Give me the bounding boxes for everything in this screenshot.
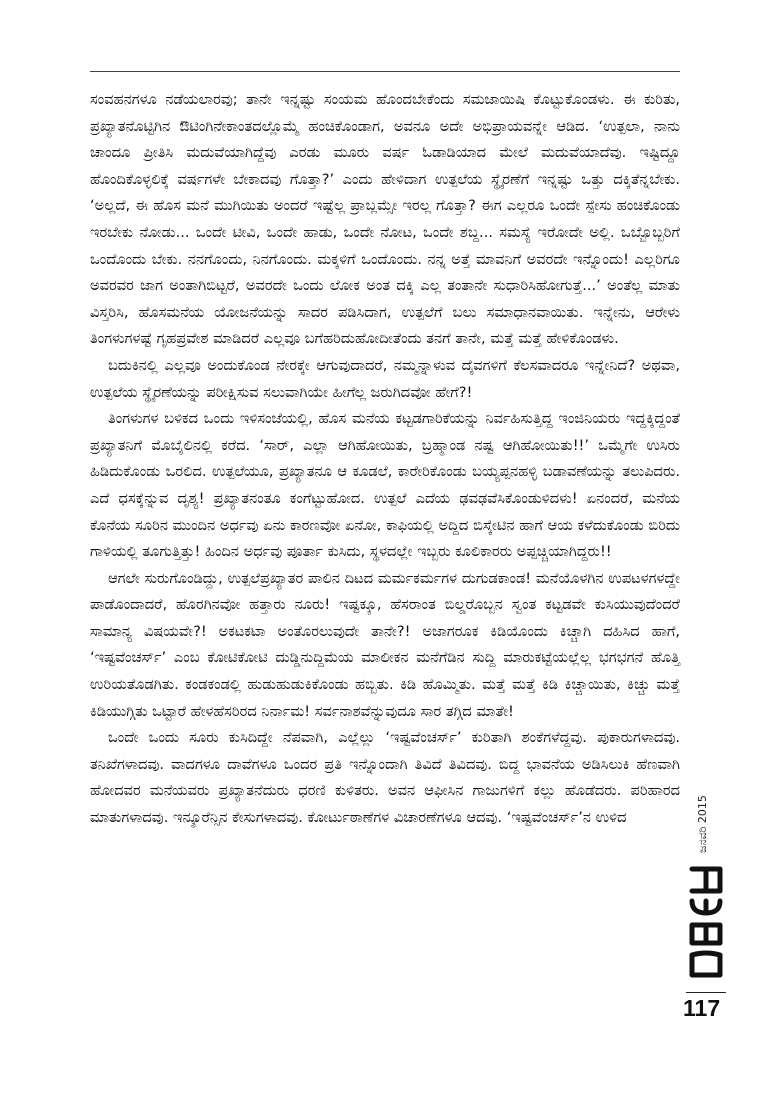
paragraph: ಸಂವಹನಗಳೂ ನಡೆಯಲಾರವು; ತಾನೇ ಇನ್ನಷ್ಟು ಸಂಯಮ ಹೊಂದಬೇಕೆಂದು ಸಮಜಾಯಿಷಿ ಕೊಟ್ಟುಕೊಂಡಳು. ಈ ಕುರಿತು, ಪ್ರಖ್ಯಾತನೊಟ್ಟಿಗಿನ ಔಟಿಂಗಿನೇಕಾಂತದಲ್ಲೊಮ್ಮೆ ಹಂಚಿಕೊಂಡಾಗ, ಅವನೂ ಅದೇ ಅಭಿಪ್ರಾಯವನ್ನೇ ಆಡಿದ. ‘ಉತ್ಪಲಾ, ನಾನು ಚಾಂದೂ ಪ್ರೀತಿಸಿ ಮದುವೆಯಾಗಿದ್ದೆವು ಎರಡು ಮೂರು ವರ್ಷ ಓಡಾಡಿಯಾದ ಮೇಲೆ ಮದುವೆಯಾದೆವು. ಇಷ್ಟಿದ್ದೂ ಹೊಂದಿಕೊಳ್ಳಲಿಕ್ಕೆ ವರ್ಷಗಳೇ ಬೇಕಾದವು ಗೊತ್ತಾ?’ ಎಂದು ಹೇಳಿದಾಗ ಉತ್ಪಲೆಯ ಸ್ಥೈರಣೆಗೆ ಇನ್ನಷ್ಟು ಒತ್ತು ದಕ್ಕಿತೆನ್ನಬೇಕು. ‘ಅಲ್ಲದೆ, ಈ ಹೊಸ ಮನೆ ಮುಗಿಯಿತು ಅಂದರೆ ಇಷ್ಟೆಲ್ಲ ಪ್ರಾಬ್ಲಮ್ಸೇ ಇರಲ್ಲ ಗೊತ್ತಾ? ಈಗ ಎಲ್ಲರೂ ಒಂದೇ ಸ್ಪೇಸು ಹಂಚಿಕೊಂಡು ಇರಬೇಕು ನೋಡು... ಒಂದೇ ಟೀವಿ, ಒಂದೇ ಹಾಡು, ಒಂದೇ ನೋಟ, ಒಂದೇ ಶಬ್ದ... ಸಮಸ್ಯೆ ಇರೋದೇ ಅಲ್ಲಿ. ಒಬ್ಬೊಬ್ಬರಿಗೆ ಒಂದೊಂದು ಬೇಕು. ನನಗೊಂದು, ನಿನಗೊಂದು. ಮಕ್ಕಳಿಗೆ ಒಂದೊಂದು. ನನ್ನ ಅತ್ತೆ ಮಾವನಿಗೆ ಅವರದೇ ಇನ್ನೊಂದು! ಎಲ್ಲರಿಗೂ ಅವರವರ ಜಾಗ ಅಂತಾಗಿಬಿಟ್ಟರೆ, ಅವರದೇ ಒಂದು ಲೋಕ ಅಂತ ದಕ್ಕಿ ಎಲ್ಲ ತಂತಾನೇ ಸುಧಾರಿಸಿಹೋಗುತ್ತೆ...’ ಅಂತೆಲ್ಲ ಮಾತು ವಿಸ್ತರಿಸಿ, ಹೊಸಮನೆಯ ಯೋಜನೆಯನ್ನು ಸಾದರ ಪಡಿಸಿದಾಗ, ಉತ್ಪಲೆಗೆ ಬಲು ಸಮಾಧಾನವಾಯಿತು. ಇನ್ನೇನು, ಆರೇಳು ತಿಂಗಳುಗಳಷ್ಟೆ ಗೃಹಪ್ರವೇಶ ಮಾಡಿದರೆ ಎಲ್ಲವೂ ಬಗೆಹರಿದುಹೋದೀತೆಂದು ತನಗೆ ತಾನೇ, ಮತ್ತೆ ಮತ್ತೆ ಹೇಳಿಕೊಂಡಳು. <box>90 91 680 348</box>
paragraph: ಒಂದೇ ಒಂದು ಸೂರು ಕುಸಿದಿದ್ದೇ ನೆಪವಾಗಿ, ಎಲ್ಲೆಲ್ಲು ‘ಇಷ್ಟವೆಂಚರ್ಸ್’ ಕುರಿತಾಗಿ ಶಂಕೆಗಳೆದ್ದವು. ಪುಕಾರುಗಳಾದವು. ತನಿಖೆಗಳಾದವು. ವಾದಗಳೂ ದಾವೆಗಳೂ ಒಂದರ ಪ್ರತಿ ಇನ್ನೊಂದಾಗಿ ತಿವಿದೆ ತಿವಿದವು. ಬಿದ್ದ ಭಾವನೆಯ ಅಡಿಸಿಲುಕಿ ಹೆಣವಾಗಿ ಹೋದವರ ಮನೆಯವರು ಪ್ರಖ್ಯಾತನೆದುರು ಧರಣಿ ಕುಳಿತರು. ಅವನ ಆಫೀಸಿನ ಗಾಜುಗಳಿಗೆ ಕಲ್ಲು ಹೊಡೆದರು. ಪರಿಹಾರದ ಮಾತುಗಳಾದವು. ಇನ್ಶೂರೆನ್ಸಿನ ಕೇಸುಗಳಾದವು. ಕೋರ್ಟುಠಾಣೆಗಳ ವಿಚಾರಣೆಗಳೂ ಆದವು. ‘ಇಷ್ಟವೆಂಚರ್ಸ್’ನ ಉಳಿದ <box>90 729 680 827</box>
magazine-logo <box>686 861 726 981</box>
header-rule <box>90 71 680 72</box>
magazine-side-strip <box>686 795 726 987</box>
page-number-rule <box>686 992 726 993</box>
magazine-logo-art <box>686 861 726 981</box>
article-body <box>90 87 680 832</box>
issue-date <box>689 795 717 857</box>
issue-date-text: ಜನವರಿ 2015 <box>696 795 709 853</box>
paragraph: ತಿಂಗಳುಗಳ ಬಳಿಕದ ಒಂದು ಇಳಿಸಂಜೆಯಲ್ಲಿ, ಹೊಸ ಮನೆಯ ಕಟ್ಟಡಗಾರಿಕೆಯನ್ನು ನಿರ್ವಹಿಸುತ್ತಿದ್ದ ಇಂಜಿನಿಯರು ಇದ್ದಕ್ಕಿದ್ದಂತೆ ಪ್ರಖ್ಯಾತನಿಗೆ ಮೊಬೈಲಿನಲ್ಲಿ ಕರೆದ. ‘ಸಾರ್, ಎಲ್ಲಾ ಆಗಿಹೋಯಿತು, ಬ್ರಹ್ಮಾಂಡ ನಷ್ಟ ಆಗಿಹೋಯಿತು!!’ ಒಮ್ಮೆಗೇ ಉಸಿರು ಹಿಡಿದುಕೊಂಡು ಒರಲಿದ. ಉತ್ಪಲೆಯೂ, ಪ್ರಖ್ಯಾತನೂ ಆ ಕೂಡಲೆ, ಕಾರೇರಿಕೊಂಡು ಬಯ್ಯಪ್ಪನಹಳ್ಳಿ ಬಡಾವಣೆಯನ್ನು ತಲುಪಿದರು. ಎದೆ ಧಸಕ್ಕೆನ್ನುವ ದೃಶ್ಯ! ಪ್ರಖ್ಯಾತನಂತೂ ಕಂಗೆಟ್ಟುಹೋದ. ಉತ್ಪಲೆ ಎದೆಯ ಢವಢವೆಸಿಕೊಂಡುಳಿದಳು! ಏನಂದರೆ, ಮನೆಯ ಕೊನೆಯ ಸೂರಿನ ಮುಂದಿನ ಅರ್ಧವು ಏನು ಕಾರಣವೋ ಏನೋ, ಕಾಫಿಯಲ್ಲಿ ಅದ್ದಿದ ಬಿಸ್ಕೇಟಿನ ಹಾಗೆ ಆಯ ಕಳೆದುಕೊಂಡು ಬಿರಿದು ಗಾಳಿಯಲ್ಲಿ ತೂಗುತ್ತಿತ್ತು! ಹಿಂದಿನ ಅರ್ಧವು ಪೂರ್ತಾ ಕುಸಿದು, ಸ್ಥಳದಲ್ಲೇ ಇಬ್ಬರು ಕೂಲಿಕಾರರು ಅಪ್ಪಚ್ಚಿಯಾಗಿದ್ದರು!! <box>90 410 680 561</box>
paragraph: ಆಗಲೇ ಸುರುಗೊಂಡಿದ್ದು, ಉತ್ಪಲೆಪ್ರಖ್ಯಾತರ ಪಾಲಿನ ದಿಟದ ಮರ್ಮಕರ್ಮಗಳ ದುಗುಡಕಾಂಡ! ಮನೆಯೊಳಗಿನ ಉಪಟಳಗಳದ್ದೇ ಪಾಡೊಂದಾದರೆ, ಹೊರಗಿನವೋ ಹತ್ತಾರು ನೂರು! ಇಷ್ಟಕ್ಕೂ, ಹೆಸರಾಂತ ಬಿಲ್ಡರೊಬ್ಬನ ಸ್ವಂತ ಕಟ್ಟಡವೇ ಕುಸಿಯುವುದೆಂದರೆ ಸಾಮಾನ್ಯ ವಿಷಯವೇ?! ಅಕಟಕಟಾ ಅಂತೊರಲುವುದೇ ತಾನೇ?! ಅಜಾಗರೂಕ ಕಿಡಿಯೊಂದು ಕಿಚ್ಚಾಗಿ ದಹಿಸಿದ ಹಾಗೆ, ‘ಇಷ್ಟವೆಂಚರ್ಸ್’ ಎಂಬ ಕೋಟಿಕೋಟಿ ದುಡ್ಡಿನುದ್ದಿಮೆಯ ಮಾಲೀಕನ ಮನೆಗೆಡಿನ ಸುದ್ದಿ ಮಾರುಕಟ್ಟೆಯಲ್ಲೆಲ್ಲ ಭಗಭಗನೆ ಹೊತ್ತಿ ಉರಿಯತೊಡಗಿತು. ಕಂಡಕಂಡಲ್ಲಿ ಹುಡುಹುಡುಕಿಕೊಂಡು ಹಬ್ಬಿತು. ಕಿಡಿ ಹೊಮ್ಮಿತು. ಮತ್ತೆ ಮತ್ತೆ ಕಿಡಿ ಕಿಚ್ಚಾಯಿತು, ಕಿಚ್ಚು ಮತ್ತೆ ಕಿಡಿಯುಗ್ಗಿತು ಒಟ್ಟಾರೆ ಹೇಳಹೆಸರಿರದ ನಿರ್ನಾಮ! ಸರ್ವನಾಶವೆನ್ನುವುದೂ ಸಾರ ತಗ್ಗಿದ ಮಾತೇ! <box>90 569 680 720</box>
paragraph: ಬದುಕಿನಲ್ಲಿ ಎಲ್ಲವೂ ಅಂದುಕೊಂಡ ನೇರಕ್ಕೇ ಆಗುವುದಾದರೆ, ನಮ್ಮನ್ನಾಳುವ ದೈವಗಳಿಗೆ ಕೆಲಸವಾದರೂ ಇನ್ನೇನಿದೆ? ಅಥವಾ, ಉತ್ಪಲೆಯ ಸ್ಥೈರಣೆಯನ್ನು ಪರೀಕ್ಷಿಸುವ ಸಲುವಾಗಿಯೇ ಹೀಗೆಲ್ಲ ಜರುಗಿದವೋ ಹೇಗೆ?! <box>90 356 680 401</box>
page-number: 117 <box>683 995 721 1021</box>
